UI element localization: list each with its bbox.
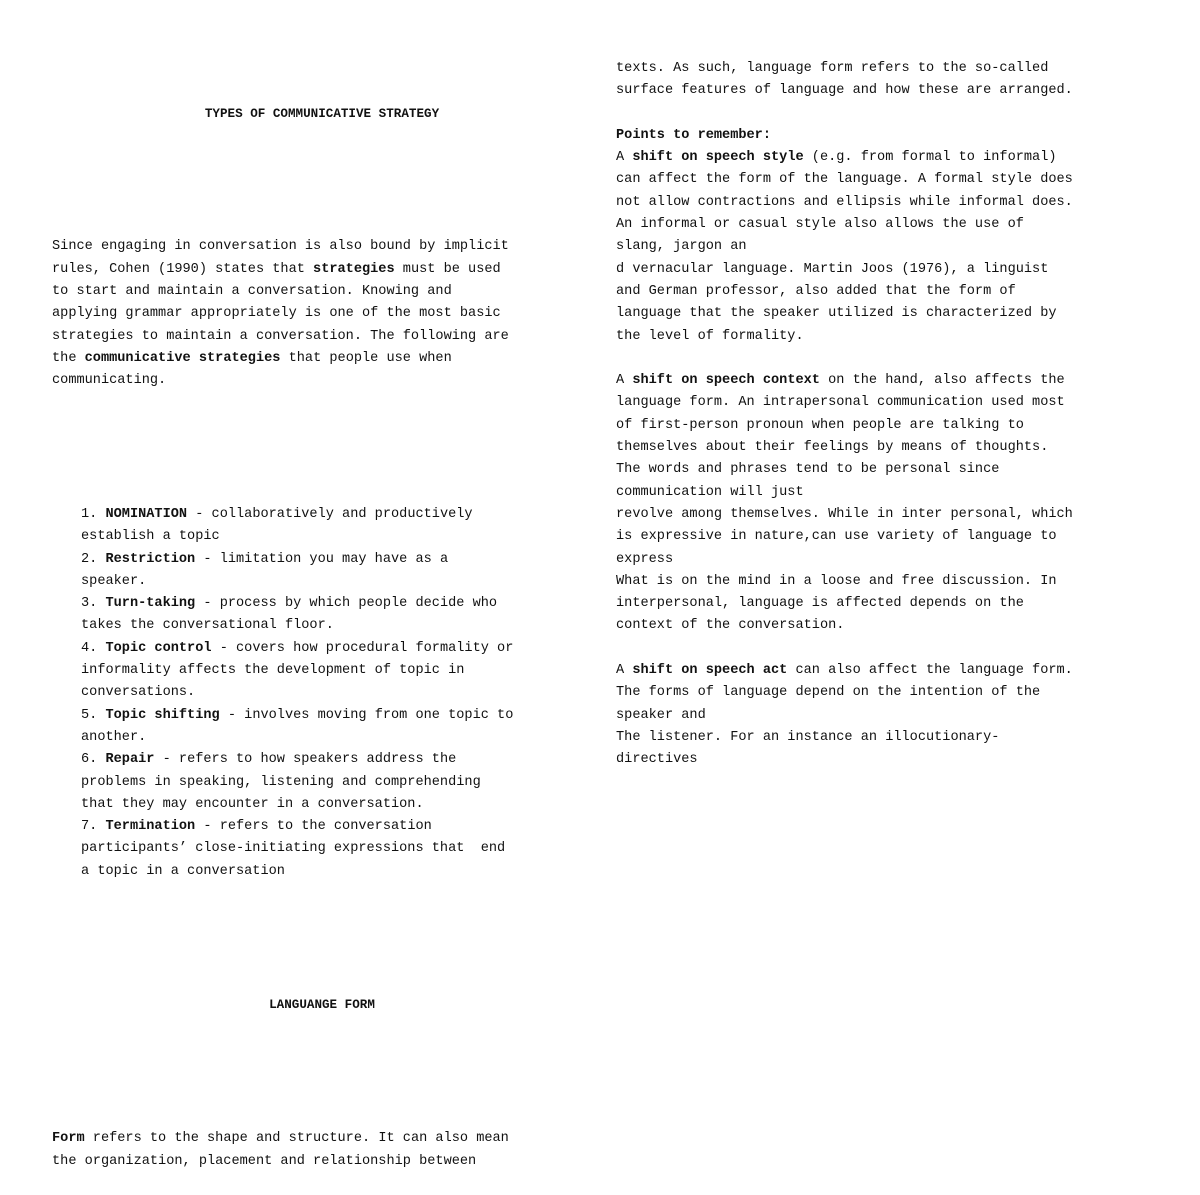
- bold-term: Topic shifting: [105, 707, 220, 723]
- list-line: 1. NOMINATION - collaboratively and productively: [81, 506, 473, 522]
- text-line: to start and maintain a conversation. Knowing and: [52, 283, 452, 299]
- text-line: and German professor, also added that the form of: [616, 283, 1016, 299]
- list-line: another.: [81, 729, 147, 745]
- text-line: The forms of language depend on the intention of the: [616, 685, 1041, 701]
- bold-term: shift on speech act: [632, 663, 788, 679]
- text-line: themselves about their feelings by means of thoughts.: [616, 440, 1049, 456]
- text-line: A shift on speech style (e.g. from formal to informal): [616, 150, 1057, 166]
- text-line: [616, 125, 1156, 147]
- bold-term: Form: [52, 1131, 85, 1147]
- list-line: conversations.: [81, 685, 196, 701]
- text-line: [616, 103, 1156, 125]
- list-line: a topic in a conversation: [81, 863, 285, 879]
- bold-term: Repair: [105, 752, 155, 768]
- text-line: language that the speaker utilized is characterized by: [616, 306, 1057, 322]
- text-line: A shift on speech context on the hand, also affects the: [616, 373, 1065, 389]
- text-line: of first-person pronoun when people are talking to: [616, 417, 1024, 433]
- bold-term: Points to remember:: [616, 127, 771, 143]
- text-line: the level of formality.: [616, 328, 804, 344]
- list-line: 7. Termination - refers to the conversation: [81, 819, 432, 835]
- bold-term: Topic control: [105, 640, 212, 656]
- bold-term: shift on speech style: [632, 150, 804, 166]
- text-line: [616, 638, 1156, 660]
- section-heading-communicative-strategy: TYPES OF COMMUNICATIVE STRATEGY: [204, 106, 440, 121]
- right-column: [616, 58, 1156, 772]
- text-line: directives: [616, 752, 698, 768]
- list-line: speaker.: [81, 573, 147, 589]
- intro-paragraph: [52, 236, 592, 392]
- bold-term: Turn-taking: [105, 596, 196, 612]
- bold-term: strategies: [313, 261, 395, 277]
- text-line: strategies to maintain a conversation. The following are: [52, 328, 509, 344]
- text-line: Since engaging in conversation is also bound by implicit: [52, 239, 509, 255]
- strategy-list: [52, 504, 592, 883]
- list-line: informality affects the development of topic in: [81, 663, 465, 679]
- bold-term: shift on speech context: [632, 373, 820, 389]
- list-line: 2. Restriction - limitation you may have as a: [81, 551, 449, 567]
- text-line: The listener. For an instance an illocutionary-: [616, 729, 1000, 745]
- text-line: slang, jargon an: [616, 239, 747, 255]
- text-line: not allow contractions and ellipsis while informal does.: [616, 194, 1073, 210]
- bold-term: Restriction: [105, 551, 196, 567]
- text-line: language form. An intrapersonal communication used most: [616, 395, 1065, 411]
- bold-term: NOMINATION: [105, 506, 188, 522]
- bold-term: Termination: [105, 819, 196, 835]
- text-line: surface features of language and how these are arranged.: [616, 83, 1073, 99]
- list-line: 3. Turn-taking - process by which people decide who: [81, 596, 498, 612]
- text-line: the communicative strategies that people use when: [52, 350, 452, 366]
- text-line: [616, 348, 1156, 370]
- text-line: context of the conversation.: [616, 618, 845, 634]
- list-line: 5. Topic shifting - involves moving from one topic to: [81, 707, 514, 723]
- text-line: interpersonal, language is affected depends on the: [616, 596, 1024, 612]
- section-heading-language-form: LANGUANGE FORM: [269, 998, 375, 1013]
- list-line: 6. Repair - refers to how speakers address the: [81, 752, 457, 768]
- list-line: establish a topic: [81, 529, 220, 545]
- list-line: that they may encounter in a conversation.: [81, 796, 424, 812]
- text-line: applying grammar appropriately is one of the most basic: [52, 306, 501, 322]
- text-line: texts. As such, language form refers to the so-called: [616, 61, 1049, 76]
- text-line: speaker and: [616, 707, 706, 723]
- left-column: [52, 58, 592, 1195]
- text-line: What is on the mind in a loose and free discussion. In: [616, 573, 1057, 589]
- text-line: can affect the form of the language. A formal style does: [616, 172, 1073, 188]
- text-line: Form refers to the shape and structure. It can also mean: [52, 1131, 509, 1147]
- text-line: revolve among themselves. While in inter personal, which: [616, 506, 1073, 522]
- text-line: the organization, placement and relationship between: [52, 1153, 477, 1169]
- text-line: An informal or casual style also allows the use of: [616, 217, 1024, 233]
- text-line: A shift on speech act can also affect the language form.: [616, 663, 1073, 679]
- bold-term: communicative strategies: [84, 350, 281, 366]
- form-paragraph: [52, 1128, 592, 1173]
- text-line: express: [616, 551, 674, 567]
- text-line: The words and phrases tend to be personal since: [616, 462, 1000, 478]
- text-line: communicating.: [52, 373, 167, 389]
- text-line: rules, Cohen (1990) states that strategies must be used: [52, 261, 501, 277]
- list-line: takes the conversational floor.: [81, 618, 334, 634]
- list-line: participants’ close-initiating expressions that end: [81, 841, 506, 857]
- list-line: problems in speaking, listening and comprehending: [81, 774, 481, 790]
- list-line: 4. Topic control - covers how procedural formality or: [81, 640, 514, 656]
- text-line: is expressive in nature,can use variety of language to: [616, 529, 1057, 545]
- text-line: communication will just: [616, 484, 804, 500]
- text-line: d vernacular language. Martin Joos (1976), a linguist: [616, 261, 1049, 277]
